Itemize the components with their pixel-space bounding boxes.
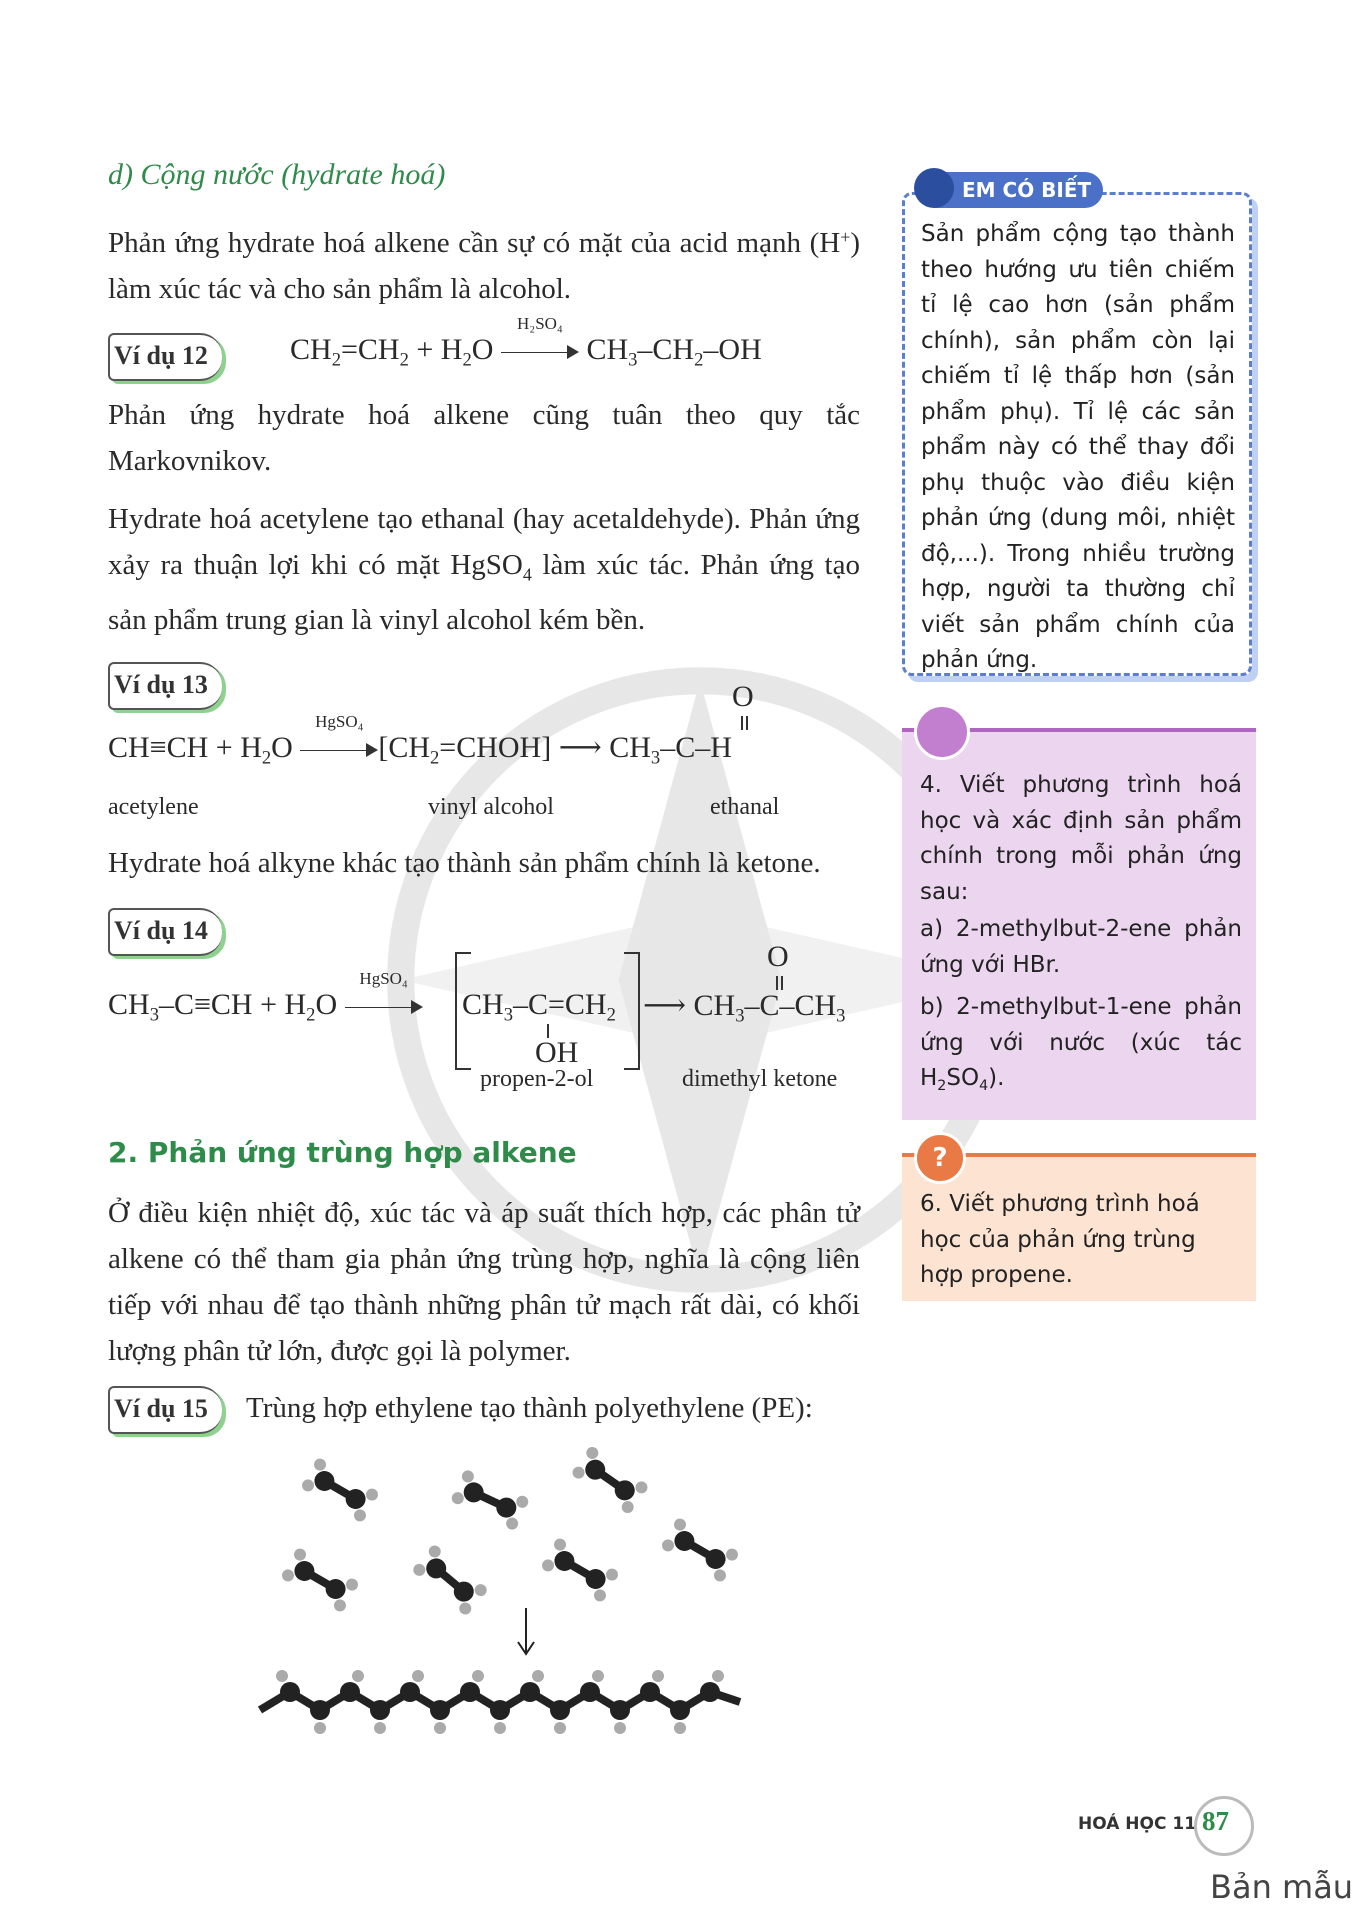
question-icon: ?: [914, 1132, 966, 1184]
label-vinyl-alcohol: vinyl alcohol: [428, 794, 554, 820]
flask-icon: [914, 704, 970, 760]
question-4: 4. Viết phương trình hoá học và xác định sản phẩm chính trong mỗi phản ứng sau:: [920, 772, 1242, 905]
atom-icon: [914, 168, 954, 208]
polyethylene-chain: [260, 1670, 740, 1734]
did-you-know-text: Sản phẩm cộng tạo thành theo hướng ưu tiên chiếm tỉ lệ cao hơn (sản phẩm chính), sản phẩm còn lại chiếm tỉ lệ thấp hơn (sản phẩm phụ). Tỉ lệ các sản phẩm này có thể thay đổi phụ thuộc vào điều kiện phản ứng (dung môi, nhiệt độ,...). Trong nhiều trường hợp, người ta thường chỉ viết sản phẩm chính của phản ứng.: [921, 221, 1235, 673]
equation-example-14-product: ⟶ $CH_3-C-CH_3$: [643, 989, 846, 1027]
intermediate-propen-2-ol: $CH_3-C=CH_2$: [462, 988, 616, 1026]
reaction-arrow: H₂SO₄: [501, 342, 579, 362]
example-15-text: Trùng hợp ethylene tạo thành polyethylene (PE):: [246, 1392, 813, 1424]
label-dimethyl-ketone: dimethyl ketone: [682, 1066, 838, 1092]
question-4b: b) 2-methylbut-1-ene phản ứng với nước (xúc tác $H_2SO_4$).: [920, 994, 1242, 1094]
question-box-4: [902, 728, 1256, 1120]
label-ethanal: ethanal: [710, 794, 780, 820]
paragraph-alkyne-ketone: Hydrate hoá alkyne khác tạo thành sản phẩm chính là ketone.: [108, 847, 821, 879]
paragraph-markovnikov: Phản ứng hydrate hoá alkene cũng tuân theo quy tắc Markovnikov.: [108, 399, 860, 477]
equation-example-14-reactants: $CH_3-C\equiv CH + H_2O$ HgSO₄: [108, 988, 423, 1027]
hydroxyl-group: OH: [535, 1036, 579, 1069]
double-bond: [776, 976, 783, 990]
reaction-arrow: HgSO₄: [300, 740, 378, 760]
paragraph-polymerization: Ở điều kiện nhiệt độ, xúc tác và áp suất thích hợp, các phân tử alkene có thể tham gia phản ứng trùng hợp, nghĩa là cộng liên tiếp với nhau để tạo thành những phân tử mạch rất dài, có khối lượng phân tử lớn, được gọi là polymer.: [108, 1197, 860, 1367]
question-6: 6. Viết phương trình hoá học của phản ứng trùng hợp propene.: [920, 1191, 1200, 1288]
double-bond: [741, 716, 748, 730]
did-you-know-box: [902, 192, 1252, 676]
page-number: 87: [1202, 1806, 1229, 1836]
footer-book-title: HOÁ HỌC 11: [1078, 1814, 1197, 1834]
ethylene-monomers: [280, 1445, 740, 1617]
reaction-arrow: HgSO₄: [345, 997, 423, 1017]
section-d-title: d) Cộng nước (hydrate hoá): [108, 158, 446, 191]
label-acetylene: acetylene: [108, 794, 199, 820]
down-arrow-icon: [518, 1608, 534, 1654]
example-14-badge: Ví dụ 14: [108, 908, 222, 956]
example-13-badge: Ví dụ 13: [108, 662, 222, 710]
section-2-title: 2. Phản ứng trùng hợp alkene: [108, 1136, 577, 1169]
carbonyl-oxygen: O: [732, 680, 754, 713]
sample-stamp: Bản mẫu: [1210, 1868, 1354, 1906]
example-15-badge: Ví dụ 15: [108, 1386, 222, 1434]
question-4a: a) 2-methylbut-2-ene phản ứng với HBr.: [920, 916, 1242, 978]
equation-example-13: $CH\equiv CH + H_2O$ HgSO₄ $[CH_2=CHOH]$ ⟶ $CH_3-C-H$: [108, 712, 732, 769]
did-you-know-title: EM CÓ BIẾT: [918, 172, 1103, 208]
paragraph-hydration-intro: Phản ứng hydrate hoá alkene cần sự có mặt của acid mạnh (H+) làm xúc tác và cho sản phẩm là alcohol.: [108, 226, 860, 305]
carbonyl-oxygen: O: [767, 940, 789, 973]
example-12-badge: Ví dụ 12: [108, 333, 222, 381]
paragraph-acetylene-hydration: Hydrate hoá acetylene tạo ethanal (hay acetaldehyde). Phản ứng xảy ra thuận lợi khi có mặt HgSO$_4$ làm xúc tác. Phản ứng tạo sản phẩm trung gian là vinyl alcohol kém bền.: [108, 503, 860, 637]
equation-example-12: $CH_2=CH_2 + H_2O$ H₂SO₄ $CH_3-CH_2-OH$: [290, 314, 762, 371]
polyethylene-illustration: [230, 1430, 770, 1760]
label-propen-2-ol: propen-2-ol: [480, 1066, 594, 1092]
bracket-right: [624, 952, 640, 1070]
